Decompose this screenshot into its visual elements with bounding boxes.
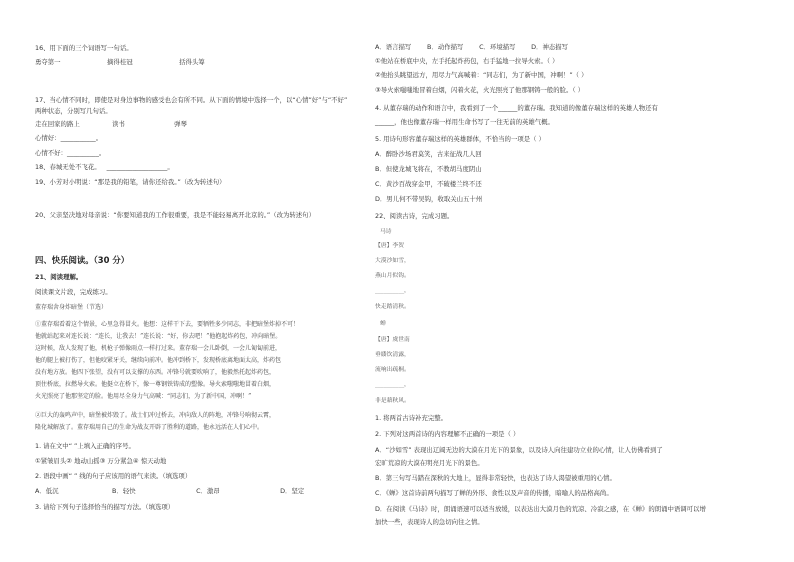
option-walk-home: 走在回家的路上 [35,120,80,128]
option-b[interactable]: B．轻快 [112,487,136,495]
option-b[interactable]: B．但使龙城飞将在，不教胡马度阴山 [375,165,482,173]
passage-line: 这时候，敌人发现了他，机枪子弹像雨点一样打过来。董存瑞一会儿卧倒，一会儿匍匐前进， [35,345,282,352]
good-mood-blank[interactable]: ___________。 [60,134,103,142]
poem-blank[interactable]: __________， [375,382,410,388]
question-22: 22、阅读古诗，完成习题。 [375,212,454,220]
passage-line: 隆化城解放了。董存瑞用自己的生命为战友开辟了胜利的道路，他永远活在人们心中。 [35,424,264,431]
sentence-2: ②他抬头眺望远方，用尽力气高喊着：“同志们，为了新中国，冲啊！”（ ） [375,71,588,79]
sentence-1: ①他站在桥底中央，左手托起炸药包，右手猛地一拉导火索。（ ） [375,57,559,65]
sub-question-1-options: ①紧皱眉头② 地动山摇③ 万分紧急④ 惊天动地 [35,457,167,465]
question-17-options [35,120,187,128]
option-d[interactable]: D．男儿何不带吴钩，收取关山五十州 [375,195,483,203]
passage-title: 董存瑞舍身炸暗堡（节选） [35,304,108,311]
passage-line: 他就站起来对连长说：“连长，让我去！”连长说：“好，你去吧！”他抱起炸药包，冲向暗堡。 [35,333,282,340]
bad-mood-line [35,149,105,157]
option-a[interactable]: A．语言描写 [375,43,412,51]
question-18 [35,163,174,171]
left-column [35,0,375,562]
poem-blank[interactable]: __________， [375,288,410,294]
question-18-text: 18、春城无处不飞花。 [35,163,101,171]
option-d[interactable]: D．神态描写 [531,43,569,51]
question-16: 16、用下面的三个词语写一句话。 [35,44,133,52]
poem-line: 垂緌饮清露， [375,352,410,358]
passage-line: 他的腿上被打伤了，但他咬紧牙关，继续向前冲。他冲到桥下，发现桥底离地面太高，炸药包 [35,357,282,364]
option-a-cont: 宏旷荒凉的大漠在明亮月光下的景色。 [375,459,484,467]
question-19: 19、小芳对小明说：“那是我的铅笔，请你还给我。”（改为转述句） [35,178,226,186]
poem-1-title: 马诗 [380,229,392,235]
section-4-heading: 四、快乐阅读。（30 分） [35,255,130,265]
sentence-3: ③导火索嗤嗤地冒着白烟，闪着火花，火光照亮了他那钢铸一般的脸。（ ） [375,86,585,94]
poem-line: 非是藉秋风。 [375,398,410,404]
bad-mood-label: 心情不好： [35,149,67,157]
option-c[interactable]: C．激昂 [196,487,220,495]
good-mood-line [35,134,102,142]
passage-line: ②巨大的轰鸣声中，暗堡被炸毁了。战士们冲过桥去，冲向敌人的阵地，冲锋号响彻云霄， [35,412,276,419]
sub-question-1: 1. 请在文中“ ”上填入正确的序号。 [35,442,135,450]
sub-question-2-options [35,487,304,495]
option-d[interactable]: D．坚定 [280,487,305,495]
option-b[interactable]: B．动作描写 [427,43,464,51]
poem-line: 大漠沙如雪， [375,258,410,264]
word-2: 摘得桂冠 [107,58,133,66]
poem-line: 快走踏清秋。 [375,304,410,310]
right-column [375,0,770,562]
question-17-cont: 两种状态，分别写几句话。 [35,107,112,115]
passage-line: 没有地方放。他四下张望，没有可以支撑的东西。冲锋号就要吹响了，他毅然托起炸药包， [35,369,276,376]
good-mood-label: 心情好： [35,134,61,142]
option-d-cont: 加快一些，表现诗人的急切向往之情。 [375,518,484,526]
poem-2-title: 蝉 [380,321,386,327]
word-1: 勇夺第一 [35,58,61,66]
passage-line: 火光照亮了他那坚定的脸。他用尽全身力气高喊：“同志们，为了新中国，冲啊！” [35,393,252,400]
poem-1-author: 【唐】李贺 [375,243,404,249]
sub-question-5: 5. 用诗句形容董存瑞这样的英雄群体，不恰当的一项是（ ） [375,135,545,143]
question-16-words [35,58,205,66]
option-b[interactable]: B．第三句写马踏在深秋的大地上，显得非常轻快，也表达了诗人渴望被重用的心情。 [375,474,616,482]
question-20: 20、父亲坚决地对母亲说：“你要知道我的工作很重要，我是不能轻易离开北京的。”（改为转述句） [35,211,315,219]
bad-mood-blank[interactable]: __________。 [66,149,106,157]
option-c[interactable]: C．《蝉》这首诗前两句描写了蝉的外形、食性以及声音的传播，暗喻人的品格高尚。 [375,489,613,497]
description-options [375,43,568,51]
option-read: 读书 [112,120,125,128]
option-a[interactable]: A．低沉 [35,487,59,495]
option-a[interactable]: A．“沙如雪” 表现出辽阔无边的大漠在月光下的景象，以及诗人向往建功立业的心情，让人仿佛看到了 [375,446,663,454]
word-3: 括得头筹 [179,58,205,66]
sub-question-4-cont: ______，他也像董存瑞一样用生命书写了一往无前的英雄气概。 [375,118,554,126]
option-a[interactable]: A．醉卧沙场君莫笑，古来征战几人回 [375,150,482,158]
option-piano: 弹琴 [174,120,187,128]
sub-question-2: 2. 语段中画“ ” 线的句子应该用的语气来读。（填选项） [35,472,192,480]
poem-question-1: 1. 将两首古诗补充完整。 [375,414,448,422]
sub-question-4: 4. 从董存瑞的动作和语言中，我看到了一个______的董存瑞。我知道的像董存瑞这样的英雄人物还有 [375,104,658,112]
passage-line: 顶住桥底，拉燃导火索。他挺立在桥下，像一尊钢铁铸成的塑像。导火索嗤嗤地冒着白烟， [35,381,276,388]
sub-question-3: 3. 请给下列句子选择恰当的描写方法。（填选项） [35,503,175,511]
question-21-intro: 阅读课文片段，完成练习。 [35,288,112,296]
question-18-blank[interactable]: ___________________。 [106,163,174,171]
poem-question-2: 2. 下列对这两首诗的内容理解不正确的一项是（ ） [375,430,520,438]
poem-2-author: 【唐】虞世南 [375,337,410,343]
option-c[interactable]: C．环境描写 [479,43,516,51]
poem-line: 流响出疏桐。 [375,367,410,373]
question-17: 17、当心情不同时，即使是对身边事物的感受也会有所不同。从下面的情境中选择一个，以“心情”好”与“不好” [35,96,348,104]
question-21: 21、阅读理解。 [35,273,83,281]
passage-line: ①董存瑞看着这个情景，心里急得冒火。他想：这样干下去，要牺牲多少同志，非把暗堡炸掉不可！ [35,321,300,328]
option-c[interactable]: C．黄沙百战穿金甲，不破楼兰终不还 [375,180,482,188]
option-d[interactable]: D．在阅读《马诗》时，朗诵语速可以适当放缓，以表达出大漠月色的荒凉、冷寂之感，在《蝉》的朗诵中语调可以增 [375,505,706,513]
poem-line: 燕山月似钩。 [375,273,410,279]
